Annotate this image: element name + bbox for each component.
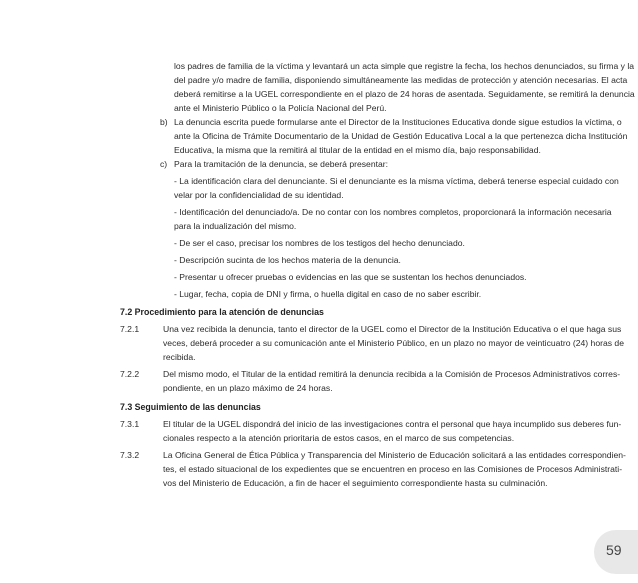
bullet-4: - Descripción sucinta de los hechos materia de la denuncia.	[174, 255, 401, 265]
item-b-line-3: Educativa, la misma que la remitirá al titular de la entidad en el mismo día, bajo responsabilidad.	[174, 145, 541, 155]
item-7-3-2-line-3: vos del Ministerio de Educación, a fin de hacer el seguimiento correspondiente hasta su culminación.	[163, 478, 548, 488]
item-c-text: Para la tramitación de la denuncia, se deberá presentar:	[174, 159, 389, 169]
item-7-2-2-number: 7.2.2	[120, 369, 140, 379]
item-7-3-2-number: 7.3.2	[120, 450, 140, 460]
item-7-3-2-line-1: La Oficina General de Ética Pública y Transparencia del Ministerio de Educación solicitará a las entidades correspondien-	[163, 450, 626, 460]
item-7-2-2-line-1: Del mismo modo, el Titular de la entidad remitirá la denuncia recibida a la Comisión de Procesos Administrativos corres-	[163, 369, 621, 379]
item-7-3-1-line-2: cionales respecto a la atención prioritaria de estos casos, en el marco de sus competencias.	[163, 433, 515, 443]
item-7-2-1-line-2: veces, deberá proceder a su comunicación ante el Ministerio Público, en un plazo no mayor de veinticuatro (24) horas de	[163, 338, 624, 348]
item-7-2-1-line-3: recibida.	[163, 352, 196, 362]
bullet-6: - Lugar, fecha, copia de DNI y firma, o huella digital en caso de no saber escribir.	[174, 289, 482, 299]
bullet-2-line-1: - Identificación del denunciado/a. De no contar con los nombres completos, proporcionará la información necesaria	[174, 207, 612, 217]
item-7-3-2-line-2: tes, el estado situacional de los expedientes que se encuentren en proceso en las Comisiones de Procesos Administrati-	[163, 464, 623, 474]
bullet-1-line-2: velar por la confidencialidad de su identidad.	[174, 190, 344, 200]
intro-line-1: los padres de familia de la víctima y levantará un acta simple que registre la fecha, los hechos denunciados, su firma y la	[174, 61, 635, 71]
bullet-5: - Presentar u ofrecer pruebas o evidencias en las que se sustentan los hechos denunciados.	[174, 272, 527, 282]
item-7-2-1-line-1: Una vez recibida la denuncia, tanto el director de la UGEL como el Director de la Institución Educativa o el que haga sus	[163, 324, 622, 334]
section-7-3-heading: 7.3 Seguimiento de las denuncias	[120, 402, 261, 412]
item-7-2-2-line-2: pondiente, en un plazo máximo de 24 horas.	[163, 383, 333, 393]
page-number-badge	[594, 530, 638, 574]
item-b-line-1: La denuncia escrita puede formularse ante el Director de la Instituciones Educativa donde sigue estudios la víctima, o	[174, 117, 622, 127]
section-7-2-heading: 7.2 Procedimiento para la atención de denuncias	[120, 307, 324, 317]
page-number: 59	[606, 542, 622, 558]
item-b-line-2: ante la Oficina de Trámite Documentario de la Unidad de Gestión Educativa Local a la que pertenezca dicha Institución	[174, 131, 628, 141]
item-7-3-1-number: 7.3.1	[120, 419, 140, 429]
bullet-1-line-1: - La identificación clara del denunciante. Si el denunciante es la misma víctima, deberá tenerse especial cuidado con	[174, 176, 619, 186]
item-c-label: c)	[160, 159, 168, 169]
item-7-3-1-line-1: El titular de la UGEL dispondrá del inicio de las investigaciones contra el personal que haya incumplido sus deberes fun-	[163, 419, 622, 429]
intro-line-2: del padre y/o madre de familia, disponiendo simultáneamente las medidas de protección y atención necesarias. El acta	[174, 75, 628, 85]
intro-line-4: ante el Ministerio Público o la Policía Nacional del Perú.	[174, 103, 387, 113]
intro-line-3: deberá remitirse a la UGEL correspondiente en el plazo de 24 horas de asentada. Seguidamente, se remitirá la denuncia	[174, 89, 635, 99]
item-b-label: b)	[160, 117, 168, 127]
bullet-3: - De ser el caso, precisar los nombres de los testigos del hecho denunciado.	[174, 238, 465, 248]
bullet-2-line-2: para la indualización del mismo.	[174, 221, 297, 231]
item-7-2-1-number: 7.2.1	[120, 324, 140, 334]
